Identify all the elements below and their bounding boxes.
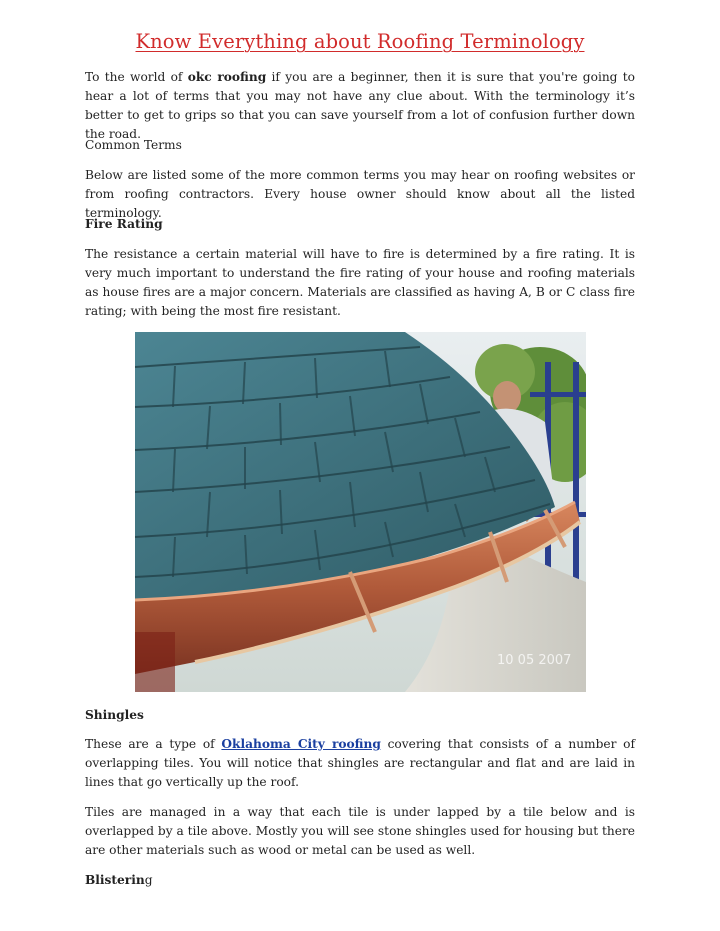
intro-paragraph bbox=[85, 68, 635, 144]
intro-post: if you are a beginner, then it is sure that you're going to hear a lot of terms that you may not have any clue about. With the terminology it’s better to get to grips so that you can save yourself from a lot of confusion further down the road. bbox=[85, 70, 635, 141]
intro-pre: To the world of bbox=[85, 70, 188, 84]
fire-rating-paragraph: The resistance a certain material will have to fire is determined by a fire rating. It is very much important to understand the fire rating of your house and roofing materials as house fires are a major concern. Materials are classified as having A, B or C class fire rating; with being the most fire resistant. bbox=[85, 247, 635, 318]
shingles-paragraph bbox=[85, 735, 635, 792]
page-title: Know Everything about Roofing Terminology bbox=[135, 30, 585, 53]
common-terms-label: Common Terms bbox=[85, 138, 182, 152]
shingles-heading: Shingles bbox=[85, 708, 144, 722]
shingles-pre: These are a type of bbox=[85, 737, 222, 751]
tiles-paragraph: Tiles are managed in a way that each tile is under lapped by a tile below and is overlapped by a tile above. Mostly you will see stone shingles used for housing but there are other materials such as wood or metal can be used as well. bbox=[85, 805, 635, 857]
below-listed-paragraph: Below are listed some of the more common terms you may hear on roofing websites or from roofing contractors. Every house owner should know about all the listed terminology. bbox=[85, 168, 635, 220]
photo-date-stamp: 10 05 2007 bbox=[497, 653, 572, 668]
blistering-heading bbox=[85, 871, 153, 890]
blistering-heading-rest: g bbox=[144, 873, 153, 887]
fire-rating-heading: Fire Rating bbox=[85, 217, 163, 231]
roof-photo-illustration bbox=[135, 332, 586, 692]
blistering-heading-bold: Blisterin bbox=[85, 873, 145, 887]
oklahoma-city-roofing-link[interactable]: Oklahoma City roofing bbox=[221, 737, 381, 751]
roof-photo bbox=[135, 332, 586, 692]
intro-keyword: okc roofing bbox=[187, 70, 267, 84]
shingles-post: covering that consists of a number of overlapping tiles. You will notice that shingles are rectangular and flat and are laid in lines that go vertically up the roof. bbox=[85, 737, 635, 789]
